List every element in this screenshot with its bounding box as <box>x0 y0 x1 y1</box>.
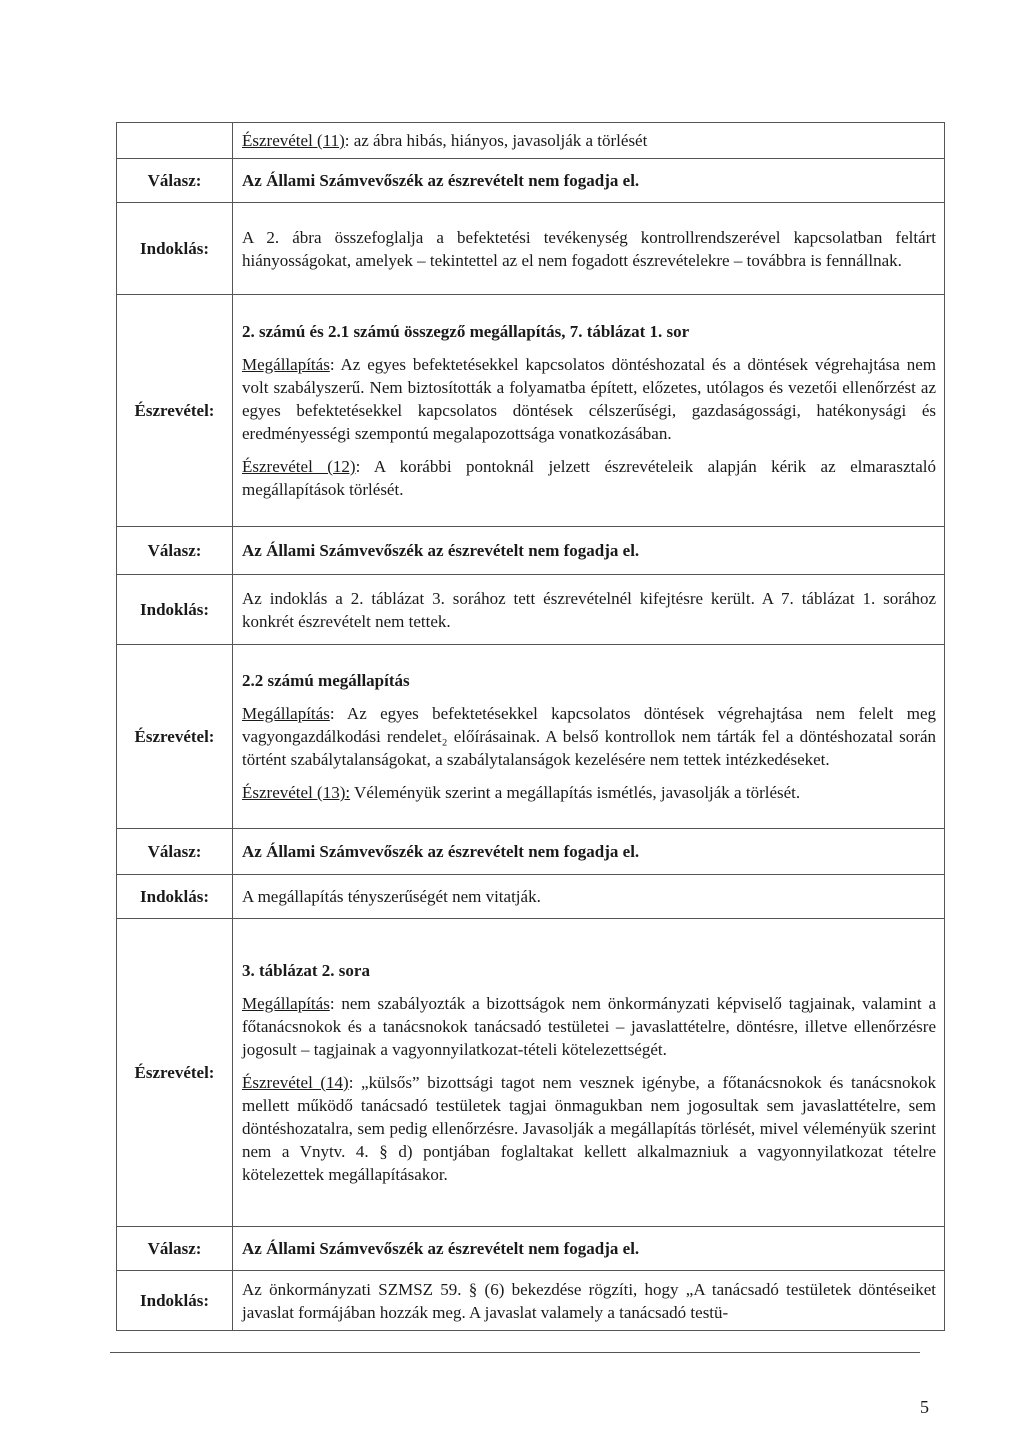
row-label: Észrevétel: <box>117 295 233 527</box>
justification-text: Az önkormányzati SZMSZ 59. § (6) bekezdése rögzíti, hogy „A tanácsadó testületek döntéseiket javaslat formájában hozzák meg. A javaslat valamely a tanácsadó testü- <box>233 1271 945 1331</box>
justification-text: A 2. ábra összefoglalja a befektetési tevékenység kontrollrendszerével kapcsolatban feltárt hiányosságokat, amelyek – tekintettel az el nem fogadott észrevételekre – továbbra is fennállnak. <box>233 203 945 295</box>
note-text: Véleményük szerint a megállapítás ismétlés, javasolják a törlését. <box>350 783 801 802</box>
table-row <box>117 575 945 645</box>
table-row <box>117 829 945 875</box>
finding-text: : Az egyes befektetésekkel kapcsolatos döntések végrehajtása nem felelt meg vagyongazdálkodási rendelet₂ előírásainak. A belső kontrollok nem tárták fel a döntéshozatal során történt szabálytalanságokat, a szabálytalanságok kezelésére nem tettek intézkedéseket. <box>242 704 936 769</box>
note-text: : A korábbi pontoknál jelzett észrevételeik alapján kérik az elmarasztaló megállapítások törlését. <box>242 457 936 499</box>
table-row <box>117 527 945 575</box>
row-label: Indoklás: <box>117 875 233 919</box>
observation-table <box>116 122 945 1331</box>
response-text: Az Állami Számvevőszék az észrevételt nem fogadja el. <box>233 527 945 575</box>
note-text: : az ábra hibás, hiányos, javasolják a törlését <box>344 131 648 150</box>
note-label: Észrevétel (12) <box>242 457 356 476</box>
finding-heading: 3. táblázat 2. sora <box>242 961 370 980</box>
finding-paragraph <box>242 353 936 445</box>
justification-text: Az indoklás a 2. táblázat 3. sorához tett észrevételnél kifejtésre került. A 7. táblázat 1. sorához konkrét észrevételt nem tettek. <box>233 575 945 645</box>
note-paragraph <box>242 781 936 804</box>
row-label: Válasz: <box>117 527 233 575</box>
table-row <box>117 875 945 919</box>
finding-paragraph <box>242 992 936 1061</box>
row-label: Válasz: <box>117 829 233 875</box>
finding-label: Megállapítás <box>242 704 330 723</box>
table-row <box>117 1271 945 1331</box>
finding-heading: 2.2 számú megállapítás <box>242 671 410 690</box>
table-row <box>117 295 945 527</box>
response-text: Az Állami Számvevőszék az észrevételt nem fogadja el. <box>233 829 945 875</box>
empty-label-cell <box>117 123 233 159</box>
note-label: Észrevétel (14) <box>242 1073 349 1092</box>
row-label: Észrevétel: <box>117 919 233 1227</box>
finding-text: : nem szabályozták a bizottságok nem önkormányzati képviselő tagjainak, valamint a főtanácsnokok és a tanácsnokok tanácsadó testületei – javaslattételre, döntésre, illetve ellenőrzésre jogosult – tagjainak a vagyonnyilatkozat-tételi kötelezettségét. <box>242 994 936 1059</box>
table-row <box>117 123 945 159</box>
justification-text: A megállapítás tényszerűségét nem vitatják. <box>233 875 945 919</box>
finding-text: : Az egyes befektetésekkel kapcsolatos döntéshozatal és a döntések végrehajtása nem volt szabályszerű. Nem biztosították a folyamatba épített, előzetes, utólagos és vezetői ellenőrzést az egyes befektetésekkel kapcsolatos döntések célszerűségi, gazdaságossági, hatékonysági és eredményességi szempontú megalapozottsága vonatkozásában. <box>242 355 936 443</box>
row-label: Indoklás: <box>117 1271 233 1331</box>
table-row <box>117 203 945 295</box>
row-label: Indoklás: <box>117 203 233 295</box>
table-row <box>117 919 945 1227</box>
row-label: Indoklás: <box>117 575 233 645</box>
observation-block <box>233 919 945 1227</box>
response-text: Az Állami Számvevőszék az észrevételt nem fogadja el. <box>233 1227 945 1271</box>
row-label: Észrevétel: <box>117 645 233 829</box>
observation-block <box>233 645 945 829</box>
note-paragraph <box>242 1071 936 1186</box>
finding-label: Megállapítás <box>242 994 330 1013</box>
finding-paragraph <box>242 702 936 771</box>
finding-heading: 2. számú és 2.1 számú összegző megállapítás, 7. táblázat 1. sor <box>242 322 690 341</box>
observation-block <box>233 295 945 527</box>
note-paragraph <box>242 455 936 501</box>
page-number: 5 <box>920 1397 929 1417</box>
footer-divider <box>110 1352 920 1353</box>
observation-11 <box>233 123 945 159</box>
row-label: Válasz: <box>117 1227 233 1271</box>
response-text: Az Állami Számvevőszék az észrevételt nem fogadja el. <box>233 159 945 203</box>
table-row <box>117 159 945 203</box>
note-text: : „külsős” bizottsági tagot nem vesznek igénybe, a főtanácsnokok és tanácsnokok mellett működő tanácsadó testületek tagjai önmagukban nem jogosultak sem javaslattételre, sem döntéshozatalra, sem pedig ellenőrzésre. Javasolják a megállapítás törlését, mivel véleményük szerint nem a Vnytv. 4. § d) pontjában foglaltakat kellett alkalmazniuk a vagyonnyilatkozat tételre kötelezettek megállapításakor. <box>242 1073 936 1184</box>
row-label: Válasz: <box>117 159 233 203</box>
table-row <box>117 1227 945 1271</box>
finding-label: Megállapítás <box>242 355 330 374</box>
note-label: Észrevétel (11) <box>242 131 345 150</box>
table-row <box>117 645 945 829</box>
note-label: Észrevétel (13): <box>242 783 351 802</box>
